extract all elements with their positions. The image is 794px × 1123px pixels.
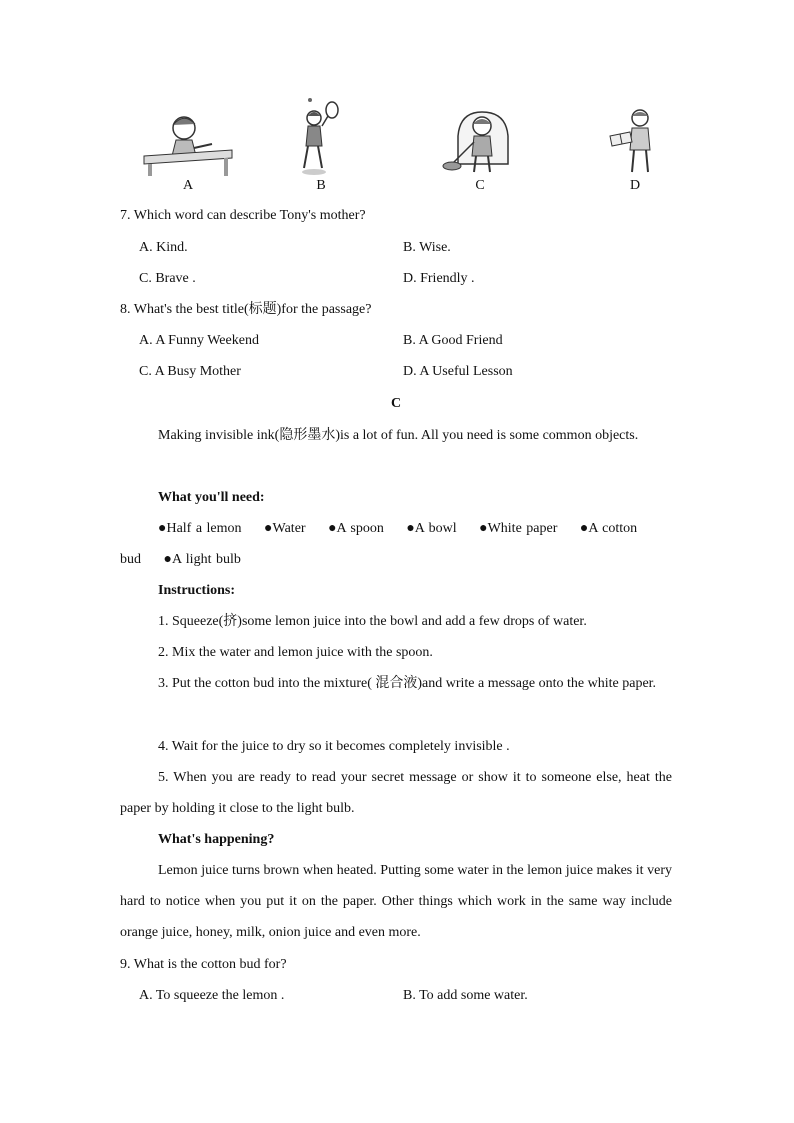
- q8-option-b: B. A Good Friend: [403, 333, 503, 348]
- picture-a: [140, 112, 236, 194]
- need-item: ●A bowl: [406, 521, 457, 536]
- section-heading: C: [390, 396, 402, 411]
- q7-option-a: A. Kind.: [139, 240, 188, 255]
- instruction-step: 5. When you are ready to read your secret message or show it to someone else, heat the paper by holding it close to the light bulb.: [120, 770, 672, 816]
- child-sweeping-floor-icon: [440, 106, 520, 176]
- boy-reading-icon: [602, 106, 668, 176]
- picture-c: [440, 106, 520, 194]
- need-list: [120, 513, 672, 575]
- section-intro: Making invisible ink(隐形墨水)is a lot of fun. All you need is some common objects.: [158, 428, 639, 443]
- need-heading: What you'll need:: [158, 490, 265, 505]
- girl-playing-tennis-icon: [286, 94, 356, 176]
- instruction-step: 2. Mix the water and lemon juice with the spoon.: [158, 645, 433, 660]
- q9-option-b: B. To add some water.: [403, 988, 528, 1003]
- picture-label-c: C: [475, 178, 485, 193]
- need-item: ●Water: [264, 521, 306, 536]
- q8-option-d: D. A Useful Lesson: [403, 364, 513, 379]
- instruction-step: 3. Put the cotton bud into the mixture( 混合液)and write a message onto the white paper.: [158, 676, 657, 691]
- need-item: ●A cotton bud: [120, 521, 638, 567]
- picture-label-d: D: [629, 178, 641, 193]
- q7-option-b: B. Wise.: [403, 240, 451, 255]
- instruction-step: 1. Squeeze(挤)some lemon juice into the bowl and add a few drops of water.: [158, 614, 587, 629]
- need-item: ●Half a lemon: [158, 521, 242, 536]
- q7-option-c: C. Brave .: [139, 271, 196, 286]
- need-item: ●White paper: [479, 521, 558, 536]
- picture-options: [120, 94, 680, 200]
- need-item: ●A light bulb: [163, 552, 241, 567]
- need-item: ●A spoon: [328, 521, 384, 536]
- question-9: 9. What is the cotton bud for?: [120, 957, 287, 972]
- instructions-heading: Instructions:: [158, 583, 236, 598]
- picture-b: [286, 94, 356, 194]
- happening-paragraph: Lemon juice turns brown when heated. Putting some water in the lemon juice makes it very hard to notice when you put it on the paper. Other things which work in the same way include orange juice, honey, milk, onion juice and even more.: [120, 863, 672, 940]
- picture-label-b: B: [316, 178, 326, 193]
- picture-d: [602, 106, 668, 194]
- q8-option-a: A. A Funny Weekend: [139, 333, 259, 348]
- q7-option-d: D. Friendly .: [403, 271, 475, 286]
- picture-label-a: A: [182, 178, 194, 193]
- boy-writing-at-desk-icon: [140, 112, 236, 176]
- q8-option-c: C. A Busy Mother: [139, 364, 241, 379]
- instruction-step: 4. Wait for the juice to dry so it becomes completely invisible .: [158, 739, 510, 754]
- question-8: 8. What's the best title(标题)for the passage?: [120, 302, 372, 317]
- q9-option-a: A. To squeeze the lemon .: [139, 988, 285, 1003]
- question-7: 7. Which word can describe Tony's mother?: [120, 208, 366, 223]
- happening-heading: What's happening?: [158, 832, 275, 847]
